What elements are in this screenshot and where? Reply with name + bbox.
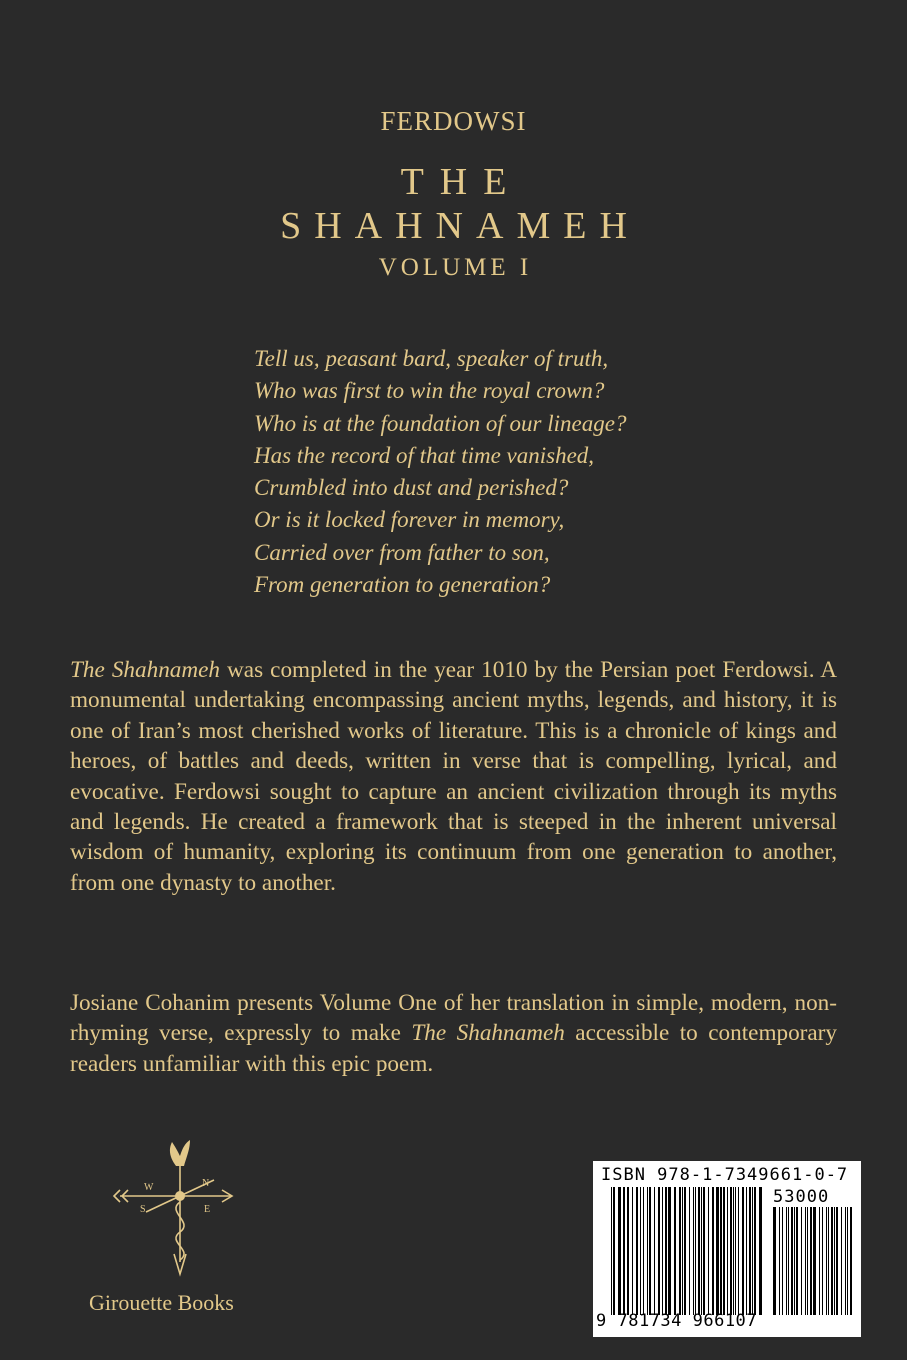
description-text: Josiane Cohanim presents Volume One of her translation in simple, modern, non-rhyming verse, expressly to make: [70, 990, 837, 1047]
barcode-bar: [807, 1207, 808, 1315]
barcode-bar: [613, 1187, 615, 1315]
barcode-bar: [733, 1187, 734, 1315]
description-text: accessible to contemporary readers unfamiliar with this epic poem.: [70, 1020, 837, 1077]
barcode-bar: [805, 1207, 806, 1315]
compass-south-letter: S: [140, 1204, 146, 1215]
book-title-the: THE: [400, 161, 523, 203]
barcode-bar: [742, 1187, 744, 1315]
description-paragraph-1: [70, 655, 837, 898]
barcode-bar: [810, 1207, 812, 1315]
barcode-bar: [749, 1187, 751, 1315]
barcode-main-bars: [611, 1187, 763, 1315]
barcode-bar: [794, 1207, 795, 1315]
barcode-bar: [665, 1187, 667, 1315]
description-paragraph-2: [70, 988, 837, 1079]
barcode-bar: [658, 1187, 660, 1315]
barcode-bar: [796, 1207, 798, 1315]
barcode-bar: [693, 1187, 694, 1315]
barcode-bar: [826, 1207, 827, 1315]
poem-line: Or is it locked forever in memory,: [254, 507, 565, 533]
author-name: FERDOWSI: [380, 106, 527, 136]
barcode-bar: [611, 1187, 612, 1315]
barcode-bar: [788, 1207, 789, 1315]
barcode-bar: [819, 1207, 820, 1315]
barcode-bar: [791, 1207, 793, 1315]
barcode-bar: [773, 1207, 776, 1315]
barcode-bar: [720, 1187, 722, 1315]
barcode-bar: [850, 1207, 852, 1315]
barcode-bar: [618, 1187, 621, 1315]
compass-north-letter: N: [202, 1178, 210, 1189]
weathervane-logo-icon: [110, 1132, 240, 1282]
compass-west-letter: W: [144, 1182, 154, 1193]
poem-line: Has the record of that time vanished,: [254, 442, 595, 468]
barcode-bar: [701, 1187, 702, 1315]
barcode-bar: [679, 1187, 681, 1315]
barcode-bar: [727, 1187, 728, 1315]
barcode-bar: [668, 1187, 671, 1315]
barcode-bar: [623, 1187, 625, 1315]
description-text: was completed in the year 1010 by the Persian poet Ferdowsi. A monumental undertaking encompassing ancient myths, legends, and history, it is one of Iran’s most cherished works of literature. This is a chronicle of kings and heroes, of battles and deeds, written in verse that is compelling, lyrical, and evocative. Ferdowsi sought to capture an ancient civilization through its myths and legends. He created a framework that is steeped in the inherent universal wisdom of humanity, exploring its continuum from one generation to another, from one dynasty to another.: [70, 657, 837, 896]
barcode-bar: [712, 1187, 714, 1315]
publisher-name: Girouette Books: [89, 1290, 234, 1315]
barcode-bar: [643, 1187, 644, 1315]
barcode-bar: [847, 1207, 848, 1315]
barcode-bar: [813, 1207, 816, 1315]
barcode-bar: [779, 1207, 780, 1315]
book-title-italic: The Shahnameh: [411, 1020, 565, 1047]
barcode-addon-bars: [773, 1207, 853, 1315]
barcode-bar: [759, 1187, 762, 1315]
poem-line: From generation to generation?: [254, 572, 551, 598]
barcode-bar: [754, 1187, 756, 1315]
barcode-bar: [695, 1187, 696, 1315]
barcode-bar: [738, 1187, 739, 1315]
barcode-bar: [689, 1187, 690, 1315]
barcode-bar: [674, 1187, 676, 1315]
barcode-bar: [649, 1187, 651, 1315]
barcode-bar: [834, 1207, 835, 1315]
barcode-bar: [845, 1207, 846, 1315]
barcode-bar: [662, 1187, 663, 1315]
price-code: 53000: [773, 1187, 830, 1207]
barcode-bar: [654, 1187, 655, 1315]
barcode-bar: [627, 1187, 629, 1315]
isbn-barcode: [593, 1161, 861, 1337]
barcode-bar: [708, 1187, 709, 1315]
barcode-bar: [841, 1207, 842, 1315]
poem-line: Who was first to win the royal crown?: [254, 378, 605, 404]
barcode-bar: [684, 1187, 686, 1315]
barcode-bar: [828, 1207, 829, 1315]
barcode-bar: [640, 1187, 641, 1315]
barcode-bar: [831, 1207, 833, 1315]
barcode-bar: [698, 1187, 700, 1315]
barcode-bar: [786, 1207, 787, 1315]
barcode-bar: [836, 1207, 838, 1315]
poem-excerpt: [254, 343, 674, 601]
barcode-bar: [730, 1187, 732, 1315]
volume-label: VOLUME I: [378, 254, 533, 281]
poem-line: Tell us, peasant bard, speaker of truth,: [254, 346, 609, 371]
book-title-italic: The Shahnameh: [70, 657, 221, 683]
barcode-bar: [682, 1187, 683, 1315]
barcode-bar: [632, 1187, 633, 1315]
barcode-bar: [716, 1187, 719, 1315]
barcode-bar: [636, 1187, 638, 1315]
poem-line: Crumbled into dust and perished?: [254, 475, 569, 501]
barcode-bar: [801, 1207, 802, 1315]
compass-east-letter: E: [204, 1204, 211, 1215]
poem-line: Who is at the foundation of our lineage?: [254, 410, 627, 436]
book-title: SHAHNAMEH: [280, 205, 640, 247]
barcode-bar: [752, 1187, 753, 1315]
barcode-bar: [703, 1187, 705, 1315]
barcode-bar: [782, 1207, 783, 1315]
barcode-bar: [822, 1207, 823, 1315]
barcode-bar: [746, 1187, 747, 1315]
poem-line: Carried over from father to son,: [254, 539, 550, 565]
isbn-text: ISBN 978-1-7349661-0-7: [601, 1165, 849, 1185]
barcode-bar: [723, 1187, 725, 1315]
ean-digits: 9 781734 966107: [596, 1311, 758, 1331]
barcode-bar: [735, 1187, 736, 1315]
barcode-bar: [647, 1187, 648, 1315]
